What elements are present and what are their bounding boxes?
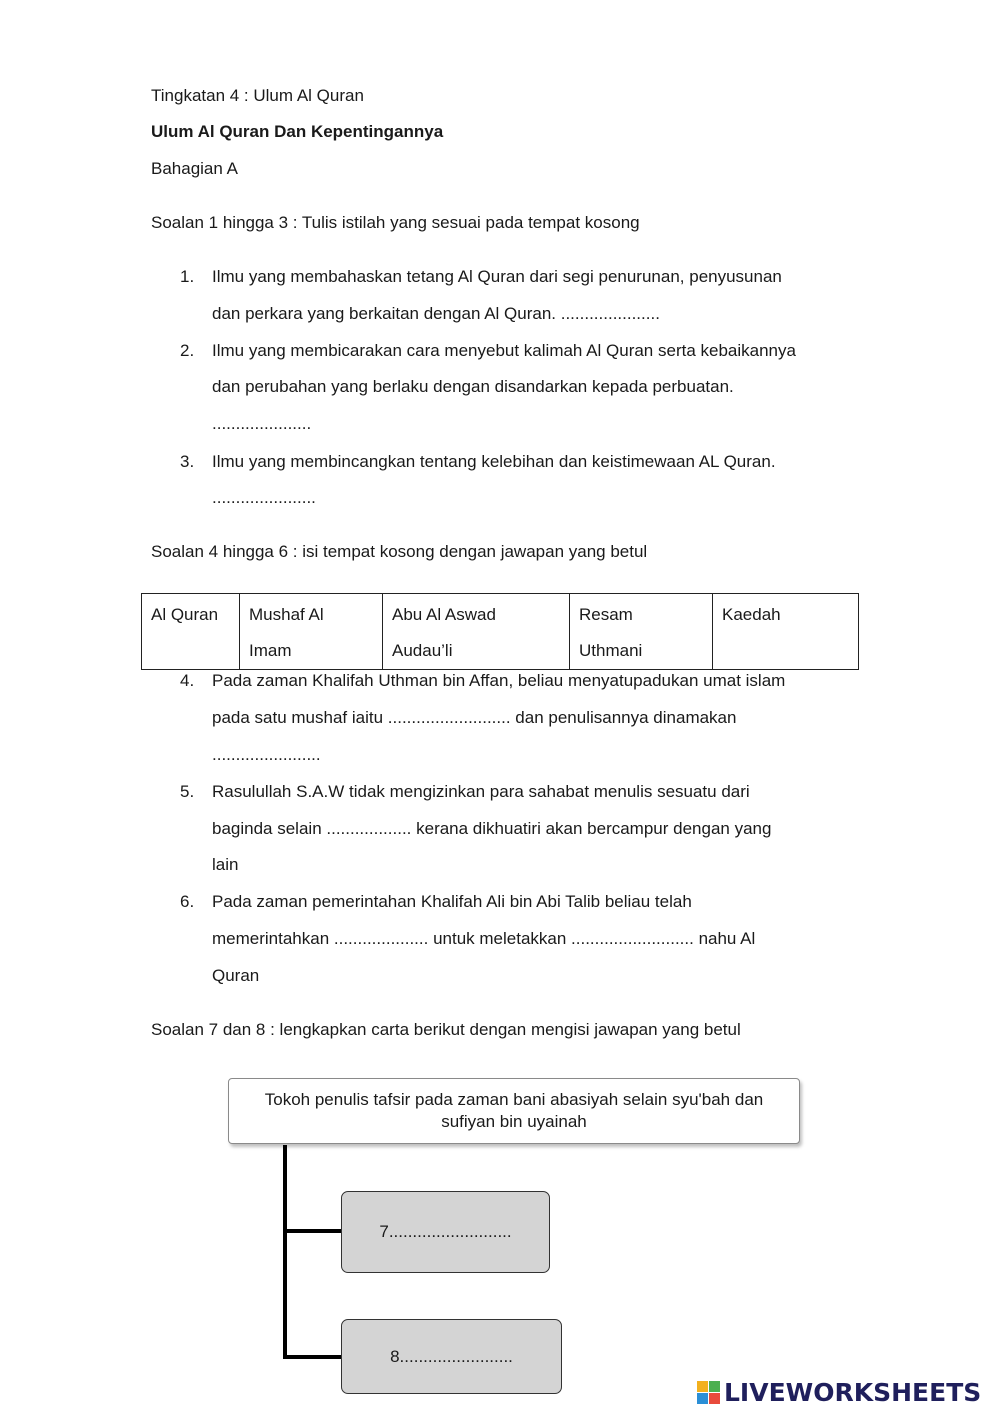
word-bank-cell: Kaedah bbox=[713, 594, 859, 670]
answer-blank[interactable]: ..................... bbox=[212, 414, 312, 433]
chart-heading-box bbox=[228, 1078, 800, 1144]
word-bank-cell: Mushaf Al Imam bbox=[240, 594, 383, 670]
answer-blank[interactable]: ....................... bbox=[212, 745, 321, 764]
question-text: Ilmu yang membicarakan cara menyebut kalimah Al Quran serta kebaikannya bbox=[212, 341, 796, 360]
chart-connector-7 bbox=[283, 1229, 343, 1233]
instruction-part1: Soalan 1 hingga 3 : Tulis istilah yang sesuai pada tempat kosong bbox=[151, 213, 640, 232]
question-text: Pada zaman pemerintahan Khalifah Ali bin Abi Talib beliau telah bbox=[212, 892, 692, 911]
question-text: dan perkara yang berkaitan dengan Al Quran. ..................... bbox=[212, 304, 660, 323]
answer-blank[interactable]: ...................... bbox=[212, 488, 316, 507]
question-number: 5. bbox=[180, 782, 195, 801]
question-number: 3. bbox=[180, 452, 195, 471]
question-text: Ilmu yang membahaskan tetang Al Quran dari segi penurunan, penyusunan bbox=[212, 267, 782, 286]
logo-square-icon bbox=[709, 1381, 720, 1392]
logo-icon bbox=[697, 1381, 720, 1404]
question-text: baginda selain .................. kerana dikhuatiri akan bercampur dengan yang bbox=[212, 819, 772, 838]
answer-box-8[interactable] bbox=[341, 1319, 562, 1394]
chart-connector-8 bbox=[283, 1355, 343, 1359]
chart-connector-vertical bbox=[283, 1145, 287, 1359]
word-bank-cell: Abu Al Aswad Audau’li bbox=[383, 594, 570, 670]
chart-heading-line: Tokoh penulis tafsir pada zaman bani abasiyah selain syu'bah dan bbox=[264, 1090, 764, 1109]
logo-square-icon bbox=[697, 1393, 708, 1404]
instruction-part2: Soalan 4 hingga 6 : isi tempat kosong dengan jawapan yang betul bbox=[151, 542, 648, 561]
question-text: pada satu mushaf iaitu .......................... dan penulisannya dinamakan bbox=[212, 708, 737, 727]
question-text: lain bbox=[212, 855, 239, 874]
liveworksheets-logo bbox=[697, 1378, 981, 1407]
question-text: dan perubahan yang berlaku dengan disandarkan kepada perbuatan. bbox=[212, 377, 734, 396]
word-bank-table bbox=[141, 593, 859, 670]
page-title: Ulum Al Quran Dan Kepentingannya bbox=[151, 122, 444, 141]
question-text: Pada zaman Khalifah Uthman bin Affan, beliau menyatupadukan umat islam bbox=[212, 671, 786, 690]
logo-square-icon bbox=[709, 1393, 720, 1404]
question-text: Quran bbox=[212, 966, 260, 985]
question-number: 4. bbox=[180, 671, 195, 690]
section-label: Bahagian A bbox=[151, 159, 238, 178]
question-number: 6. bbox=[180, 892, 195, 911]
subtitle: Tingkatan 4 : Ulum Al Quran bbox=[151, 86, 364, 105]
answer-box-label: 8........................ bbox=[390, 1346, 513, 1366]
answer-box-7[interactable] bbox=[341, 1191, 550, 1273]
answer-box-label: 7.......................... bbox=[379, 1222, 512, 1241]
brand-name: LIVEWORKSHEETS bbox=[724, 1378, 982, 1407]
question-text: Ilmu yang membincangkan tentang kelebihan dan keistimewaan AL Quran. bbox=[212, 452, 776, 471]
chart-heading-line: sufiyan bin uyainah bbox=[441, 1112, 587, 1131]
table-row bbox=[142, 594, 859, 670]
question-text: memerintahkan .................... untuk meletakkan .......................... nahu Al bbox=[212, 929, 756, 948]
word-bank-cell: Resam Uthmani bbox=[570, 594, 713, 670]
question-number: 1. bbox=[180, 267, 195, 286]
logo-square-icon bbox=[697, 1381, 708, 1392]
question-text: Rasulullah S.A.W tidak mengizinkan para sahabat menulis sesuatu dari bbox=[212, 782, 750, 801]
word-bank-cell: Al Quran bbox=[142, 594, 240, 670]
question-number: 2. bbox=[180, 341, 195, 360]
instruction-part3: Soalan 7 dan 8 : lengkapkan carta berikut dengan mengisi jawapan yang betul bbox=[151, 1020, 741, 1039]
